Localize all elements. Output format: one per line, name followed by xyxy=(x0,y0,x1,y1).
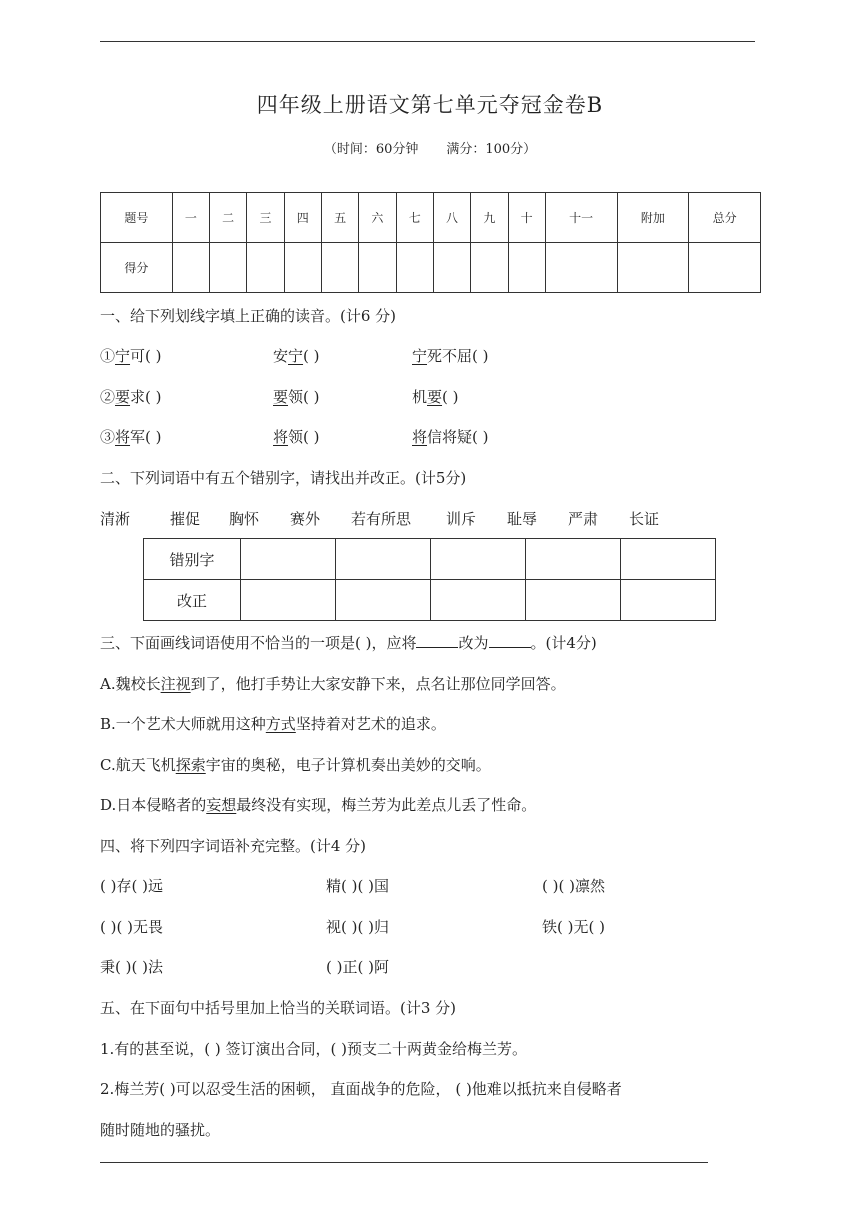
correction-row-label: 错别字 xyxy=(144,539,241,580)
q2-word: 耻辱 xyxy=(507,510,538,528)
q5-sentence-continued: 随时随地的骚扰。 xyxy=(100,1121,221,1139)
q1-item: ①宁可( ) xyxy=(100,347,162,365)
time-limit: （时间：60分钟 xyxy=(323,142,419,157)
q4-idiom: 精( )( )国 xyxy=(326,877,389,895)
q1-item: 宁死不屈( ) xyxy=(412,347,489,365)
score-cell[interactable] xyxy=(284,243,321,293)
score-header-cell: 五 xyxy=(321,193,358,243)
score-header-cell: 四 xyxy=(284,193,321,243)
correction-row xyxy=(144,580,716,621)
score-cell[interactable] xyxy=(617,243,689,293)
score-cell[interactable] xyxy=(433,243,470,293)
q4-idiom: 秉( )( )法 xyxy=(100,958,163,976)
score-header-cell: 总分 xyxy=(689,193,761,243)
correction-row xyxy=(144,539,716,580)
q4-idiom: ( )( )无畏 xyxy=(100,918,163,936)
score-header-cell: 九 xyxy=(471,193,508,243)
q1-item: 将信将疑( ) xyxy=(412,428,489,446)
answer-cell[interactable] xyxy=(241,580,336,621)
score-cell[interactable] xyxy=(689,243,761,293)
q3-option: D.日本侵略者的妄想最终没有实现，梅兰芳为此差点儿丢了性命。 xyxy=(100,796,537,814)
q1-item: 要领( ) xyxy=(273,388,320,406)
score-cell[interactable] xyxy=(545,243,617,293)
answer-blank[interactable] xyxy=(489,633,531,648)
q1-item: 机要( ) xyxy=(412,388,459,406)
q4-heading: 四、将下列四字词语补充完整。(计4 分) xyxy=(100,837,367,855)
score-header-cell: 一 xyxy=(172,193,209,243)
score-cell[interactable] xyxy=(471,243,508,293)
full-score: 满分：100分） xyxy=(446,142,537,157)
score-header-cell: 六 xyxy=(359,193,396,243)
q2-heading: 二、下列词语中有五个错别字，请找出并改正。(计5分) xyxy=(100,469,467,487)
q2-word: 清淅 xyxy=(100,510,131,528)
q2-word: 长证 xyxy=(629,510,660,528)
q3-option: A.魏校长注视到了，他打手势让大家安静下来，点名让那位同学回答。 xyxy=(100,675,566,693)
bottom-rule xyxy=(100,1162,708,1163)
q1-item: ②要求( ) xyxy=(100,388,162,406)
answer-cell[interactable] xyxy=(621,580,716,621)
score-header-cell: 题号 xyxy=(101,193,173,243)
answer-cell[interactable] xyxy=(336,539,431,580)
answer-cell[interactable] xyxy=(241,539,336,580)
score-header-cell: 七 xyxy=(396,193,433,243)
correction-row-label: 改正 xyxy=(144,580,241,621)
q5-sentence: 2.梅兰芳( )可以忍受生活的困顿， 直面战争的危险， ( )他难以抵抗来自侵略者 xyxy=(100,1080,622,1098)
q3-option: B.一个艺术大师就用这种方式坚持着对艺术的追求。 xyxy=(100,715,446,733)
q4-idiom: ( )存( )远 xyxy=(100,877,163,895)
q4-idiom: 视( )( )归 xyxy=(326,918,389,936)
q4-idiom: 铁( )无( ) xyxy=(542,918,605,936)
q1-heading: 一、给下列划线字填上正确的读音。(计6 分) xyxy=(100,307,397,325)
answer-cell[interactable] xyxy=(431,580,526,621)
answer-cell[interactable] xyxy=(526,539,621,580)
score-cell[interactable] xyxy=(172,243,209,293)
q1-item: 安宁( ) xyxy=(273,347,320,365)
answer-cell[interactable] xyxy=(621,539,716,580)
score-row-label: 得分 xyxy=(101,243,173,293)
score-entry-row xyxy=(101,243,761,293)
q2-word: 若有所思 xyxy=(351,510,412,528)
q1-item: 将领( ) xyxy=(273,428,320,446)
score-header-row xyxy=(101,193,761,243)
score-header-cell: 十 xyxy=(508,193,545,243)
q2-word: 赛外 xyxy=(290,510,321,528)
q2-word: 训斥 xyxy=(446,510,477,528)
score-header-cell: 十一 xyxy=(545,193,617,243)
score-header-cell: 八 xyxy=(433,193,470,243)
q5-heading: 五、在下面句中括号里加上恰当的关联词语。(计3 分) xyxy=(100,999,457,1017)
answer-blank[interactable] xyxy=(416,633,458,648)
score-header-cell: 二 xyxy=(210,193,247,243)
score-cell[interactable] xyxy=(210,243,247,293)
page-title: 四年级上册语文第七单元夺冠金卷B xyxy=(256,93,604,117)
score-table xyxy=(100,192,761,293)
q3-heading: 三、下面画线词语使用不恰当的一项是( )，应将 改为 。(计4分) xyxy=(100,634,597,652)
q2-word: 严肃 xyxy=(568,510,599,528)
score-cell[interactable] xyxy=(247,243,284,293)
q3-option: C.航天飞机探索宇宙的奥秘，电子计算机奏出美妙的交响。 xyxy=(100,756,491,774)
exam-info xyxy=(0,138,860,157)
q2-word: 摧促 xyxy=(170,510,201,528)
answer-cell[interactable] xyxy=(431,539,526,580)
score-cell[interactable] xyxy=(508,243,545,293)
q1-item: ③将军( ) xyxy=(100,428,162,446)
score-header-cell: 附加 xyxy=(617,193,689,243)
top-rule xyxy=(100,41,755,42)
q2-word: 胸怀 xyxy=(229,510,260,528)
score-cell[interactable] xyxy=(396,243,433,293)
q4-idiom: ( )正( )阿 xyxy=(326,958,389,976)
answer-cell[interactable] xyxy=(336,580,431,621)
q5-sentence: 1.有的甚至说，( ) 签订演出合同，( )预支二十两黄金给梅兰芳。 xyxy=(100,1040,528,1058)
answer-cell[interactable] xyxy=(526,580,621,621)
score-cell[interactable] xyxy=(359,243,396,293)
score-header-cell: 三 xyxy=(247,193,284,243)
correction-table xyxy=(143,538,716,621)
q4-idiom: ( )( )凛然 xyxy=(542,877,605,895)
score-cell[interactable] xyxy=(321,243,358,293)
